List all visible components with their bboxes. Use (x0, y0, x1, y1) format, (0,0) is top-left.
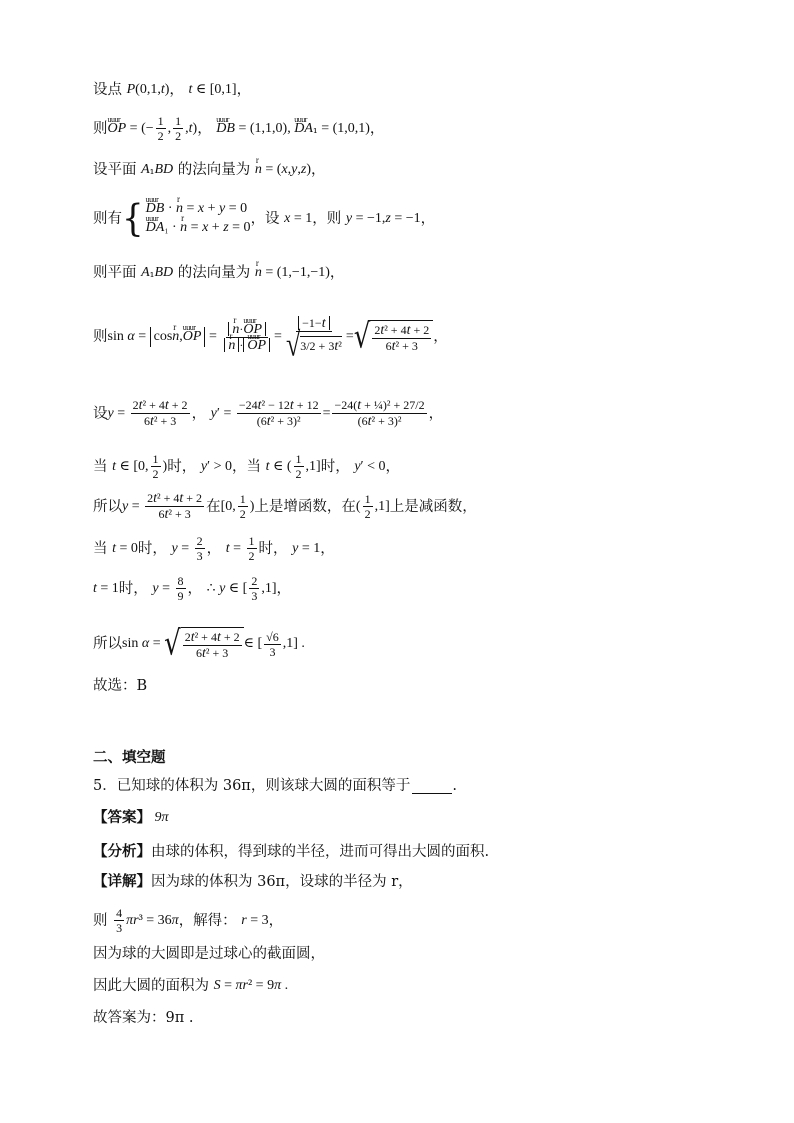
detail-line: 【详解】 因为球的体积为 36π，设球的半径为 r， (93, 874, 413, 890)
answer-line: 【答案】 9π (93, 810, 169, 826)
solution-line-normal-vector: 设平面 A ₁ BD 的法向量为 r n = ( x , y , z ) ， (93, 160, 326, 180)
solution-line-values-1: 当 t = 0 时， y = $\frac{2}{3}$ ， t = $\frac{1}{2}$ 时， y = 1 ， (93, 534, 335, 563)
solution-line-range: 所以 sin α = √ $\frac{\text{2t² + 4t + 2}}{\text{6t² + 3}}$ ∈ [ $\frac{√6}{3}$ ,1] . (93, 624, 305, 664)
analysis-line: 【分析】 由球的体积，得到球的半径，进而可得出大圆的面积. (93, 844, 490, 860)
answer-blank (412, 779, 452, 794)
solution-line-monotonic-cases: 当 t ∈ [0, $\frac{1}{2}$ ) 时， y ′ > 0 ，当 t ∈ ( $\frac{1}{2}$ ,1] 时， y ′ < 0 ， (93, 452, 400, 481)
solution-line-increasing-decreasing: 所以 y = $\frac{\text{2t² + 4t + 2}}{\text{6t² + 3}}$ 在 [0, $\frac{1}{2}$ ) 上是增函数，在 ( $\frac{1}{2}$ ,1] 上是减函数， (93, 491, 477, 522)
question-5: 5． 已知球的体积为 36π，则该球大圆的面积等于 . (93, 778, 457, 794)
solution-line-values-2: t = 1 时， y = $\frac{8}{9}$ ， ∴ y ∈ [ $\frac{2}{3}$ ,1] ， (93, 574, 291, 603)
equation-system: uuur DB · r n = x + y = 0 uuur DA₁ · r n = x + z = 0 (146, 200, 251, 237)
detail-line-4: 因此大圆的面积为 S = πr ² = 9 π . (93, 978, 289, 994)
solution-line-derivative: 设 y = $\frac{\text{2t² + 4t + 2}}{\text{6t² + 3}}$ ， y ′ = $\frac{\text{−24t² − 12t + 12}}{\text{(6t² + 3)²}}$ = $\frac{\text{−24(t + ¼)² + 27/2}}{\text{(6t² + 3)²}}$ ， (93, 398, 444, 429)
solution-line-normal-result: 则平面 A ₁ BD 的法向量为 r n = (1,−1,−1) ， (93, 263, 344, 283)
detail-line-3: 因为球的大圆即是过球心的截面圆， (93, 946, 325, 962)
section-title: 二、填空题 (93, 750, 166, 766)
detail-line-2: 则 $\frac{4}{3}$ πr ³ = 36 π ，解得： r = 3 ， (93, 906, 284, 935)
solution-line-point-p: 设点 P (0,1, t ) ， t ∈ [0,1] ， (93, 82, 252, 98)
solution-line-system: 则有 { uuur DB · r n = x + y = 0 uuur DA₁ · r n = x + z = 0 ，设 x = 1 ，则 y = −1, z = −1 ， (93, 200, 435, 237)
solution-line-vectors: 则 uuur OP = (− $\frac{1}{2}$ , $\frac{1}{2}$ , t ) ， uuur DB = (1,1,0), uuur DA ₁ = (1,0,1) ， (93, 114, 384, 143)
solution-choice: 故选：B (93, 678, 148, 694)
solution-line-sin-alpha: 则 sin α = cosr n,uuur OP = r n·uuur OP r n ·uuur OP = −1−t √ 3/2 + 3t² = √ $\frac{\text{2t² + 4t + 2}}{\text{6t² + 3}}$ ， (93, 316, 448, 358)
detail-line-5: 故答案为：9π . (93, 1010, 194, 1026)
